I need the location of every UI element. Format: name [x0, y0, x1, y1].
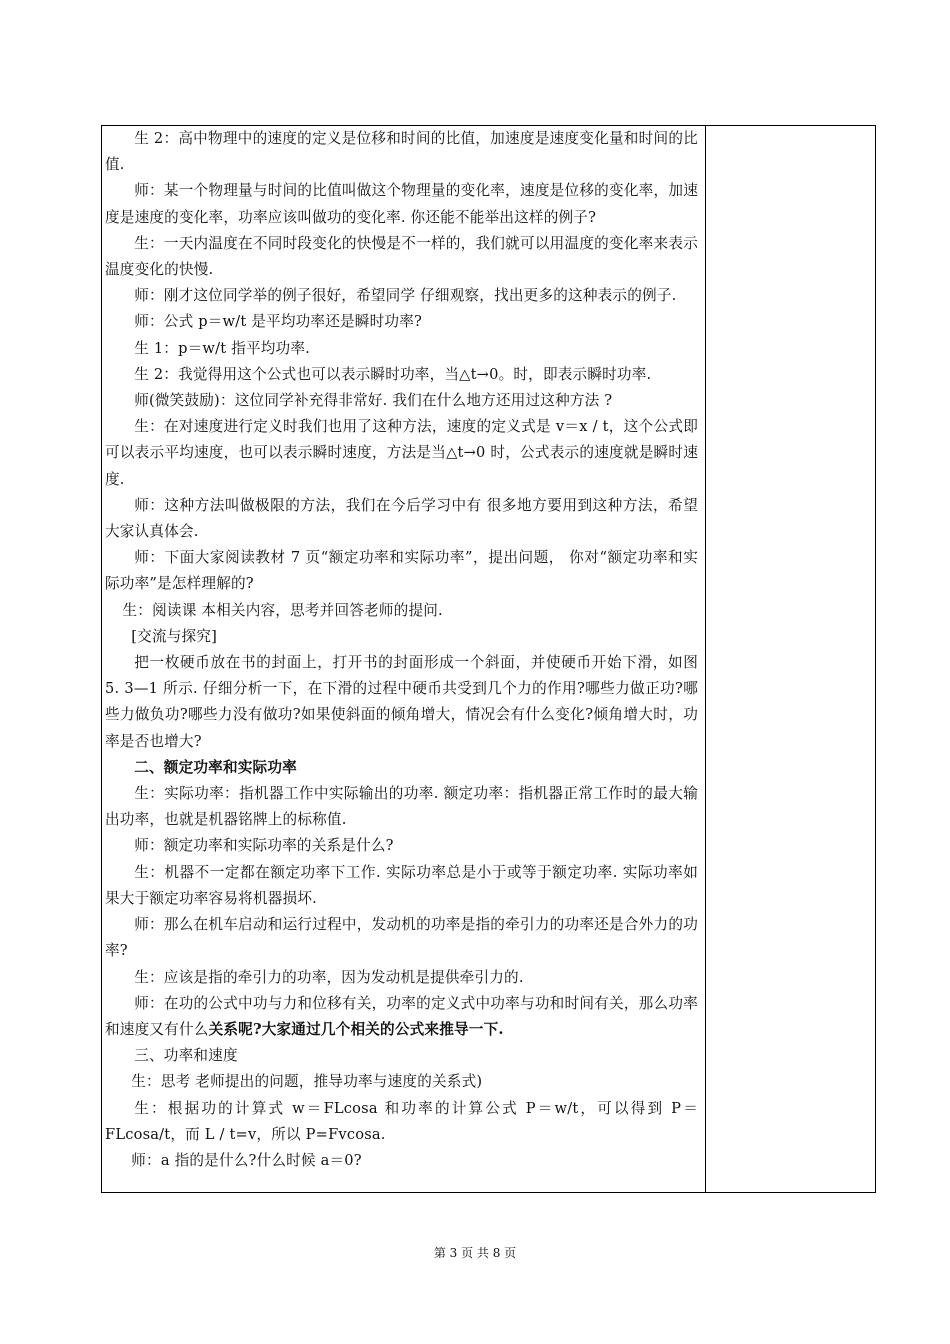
- paragraph: 把一枚硬币放在书的封面上，打开书的封面形成一个斜面，并使硬币开始下滑，如图 5. 3—1 所示. 仔细分析一下，在下滑的过程中硬币共受到几个力的作用?哪些力做正功?哪些力做负功?哪些力没有做功?如果使斜面的倾角增大，情况会有什么变化?倾角增大时，功率是否也增大?: [105, 654, 698, 750]
- paragraph: 生 1：p＝w/t 指平均功率.: [134, 339, 310, 357]
- paragraph: 师：这种方法叫做极限的方法，我们在今后学习中有 很多地方要用到这种方法，希望大家认真体会.: [105, 496, 698, 541]
- lesson-content-cell: [102, 126, 702, 1174]
- paragraph: 师：额定功率和实际功率的关系是什么?: [134, 837, 394, 855]
- paragraph: 生：根据功的计算式 w＝FLcosa 和功率的计算公式 P＝w/t，可以得到 P＝FLcosa/t，而 L / t=v，所以 P=Fvcosa.: [105, 1099, 698, 1143]
- paragraph: 师：公式 p＝w/t 是平均功率还是瞬时功率?: [134, 313, 423, 331]
- paragraph: 生：应该是指的牵引力的功率，因为发动机是提供牵引力的.: [134, 968, 524, 986]
- paragraph: 师(微笑鼓励)：这位同学补充得非常好. 我们在什么地方还用过这种方法 ?: [134, 392, 613, 410]
- section-heading: 三、功率和速度: [134, 1047, 238, 1065]
- paragraph: 师：刚才这位同学举的例子很好，希望同学 仔细观察，找出更多的这种表示的例子.: [134, 287, 677, 305]
- paragraph: 师：a 指的是什么?什么时候 a＝0?: [131, 1151, 362, 1169]
- paragraph: 生：实际功率：指机器工作中实际输出的功率. 额定功率：指机器正常工作时的最大输出功率，也就是机器铭牌上的标称值.: [105, 785, 698, 829]
- section-heading: 二、额定功率和实际功率: [134, 758, 297, 776]
- paragraph-bold-text: 关系呢?大家通过几个相关的公式来推导一下.: [208, 1020, 504, 1038]
- paragraph-text: 师：在功的公式中功与力和位移有关，功率的定义式中功率与功和时间有关，那么功率和速度又有什么: [105, 994, 698, 1038]
- paragraph: 师：某一个物理量与时间的比值叫做这个物理量的变化率，速度是位移的变化率，加速度是速度的变化率，功率应该叫做功的变化率. 你还能不能举出这样的例子?: [105, 182, 698, 226]
- paragraph: 生：机器不一定都在额定功率下工作. 实际功率总是小于或等于额定功率. 实际功率如果大于额定功率容易将机器损坏.: [105, 863, 698, 907]
- paragraph: 师：下面大家阅读教材 7 页“额定功率和实际功率”，提出问题， 你对“额定功率和实际功率”是怎样理解的?: [105, 549, 698, 593]
- section-label: [交流与探究]: [131, 627, 218, 645]
- page-footer: 第 3 页 共 8 页: [433, 1246, 517, 1260]
- paragraph: 生：在对速度进行定义时我们也用了这种方法，速度的定义式是 v＝x / t，这个公式即可以表示平均速度，也可以表示瞬时速度，方法是当△t→0 时，公式表示的速度就是瞬时速度.: [105, 418, 698, 488]
- paragraph: 生：思考 老师提出的问题，推导功率与速度的关系式): [131, 1073, 483, 1091]
- paragraph: 生：阅读课 本相关内容，思考并回答老师的提问.: [122, 601, 443, 619]
- paragraph: [105, 991, 698, 1043]
- paragraph: 生 2：我觉得用这个公式也可以表示瞬时功率，当△t→0。时，即表示瞬时功率.: [134, 365, 652, 383]
- paragraph: 生 2：高中物理中的速度的定义是位移和时间的比值，加速度是速度变化量和时间的比值.: [105, 130, 698, 174]
- notes-column-divider: [705, 126, 706, 1192]
- paragraph: 生：一天内温度在不同时段变化的快慢是不一样的，我们就可以用温度的变化率来表示温度变化的快慢.: [105, 234, 698, 279]
- lesson-table: [101, 125, 876, 1193]
- paragraph: 师：那么在机车启动和运行过程中，发动机的功率是指的牵引力的功率还是合外力的功率?: [105, 916, 698, 960]
